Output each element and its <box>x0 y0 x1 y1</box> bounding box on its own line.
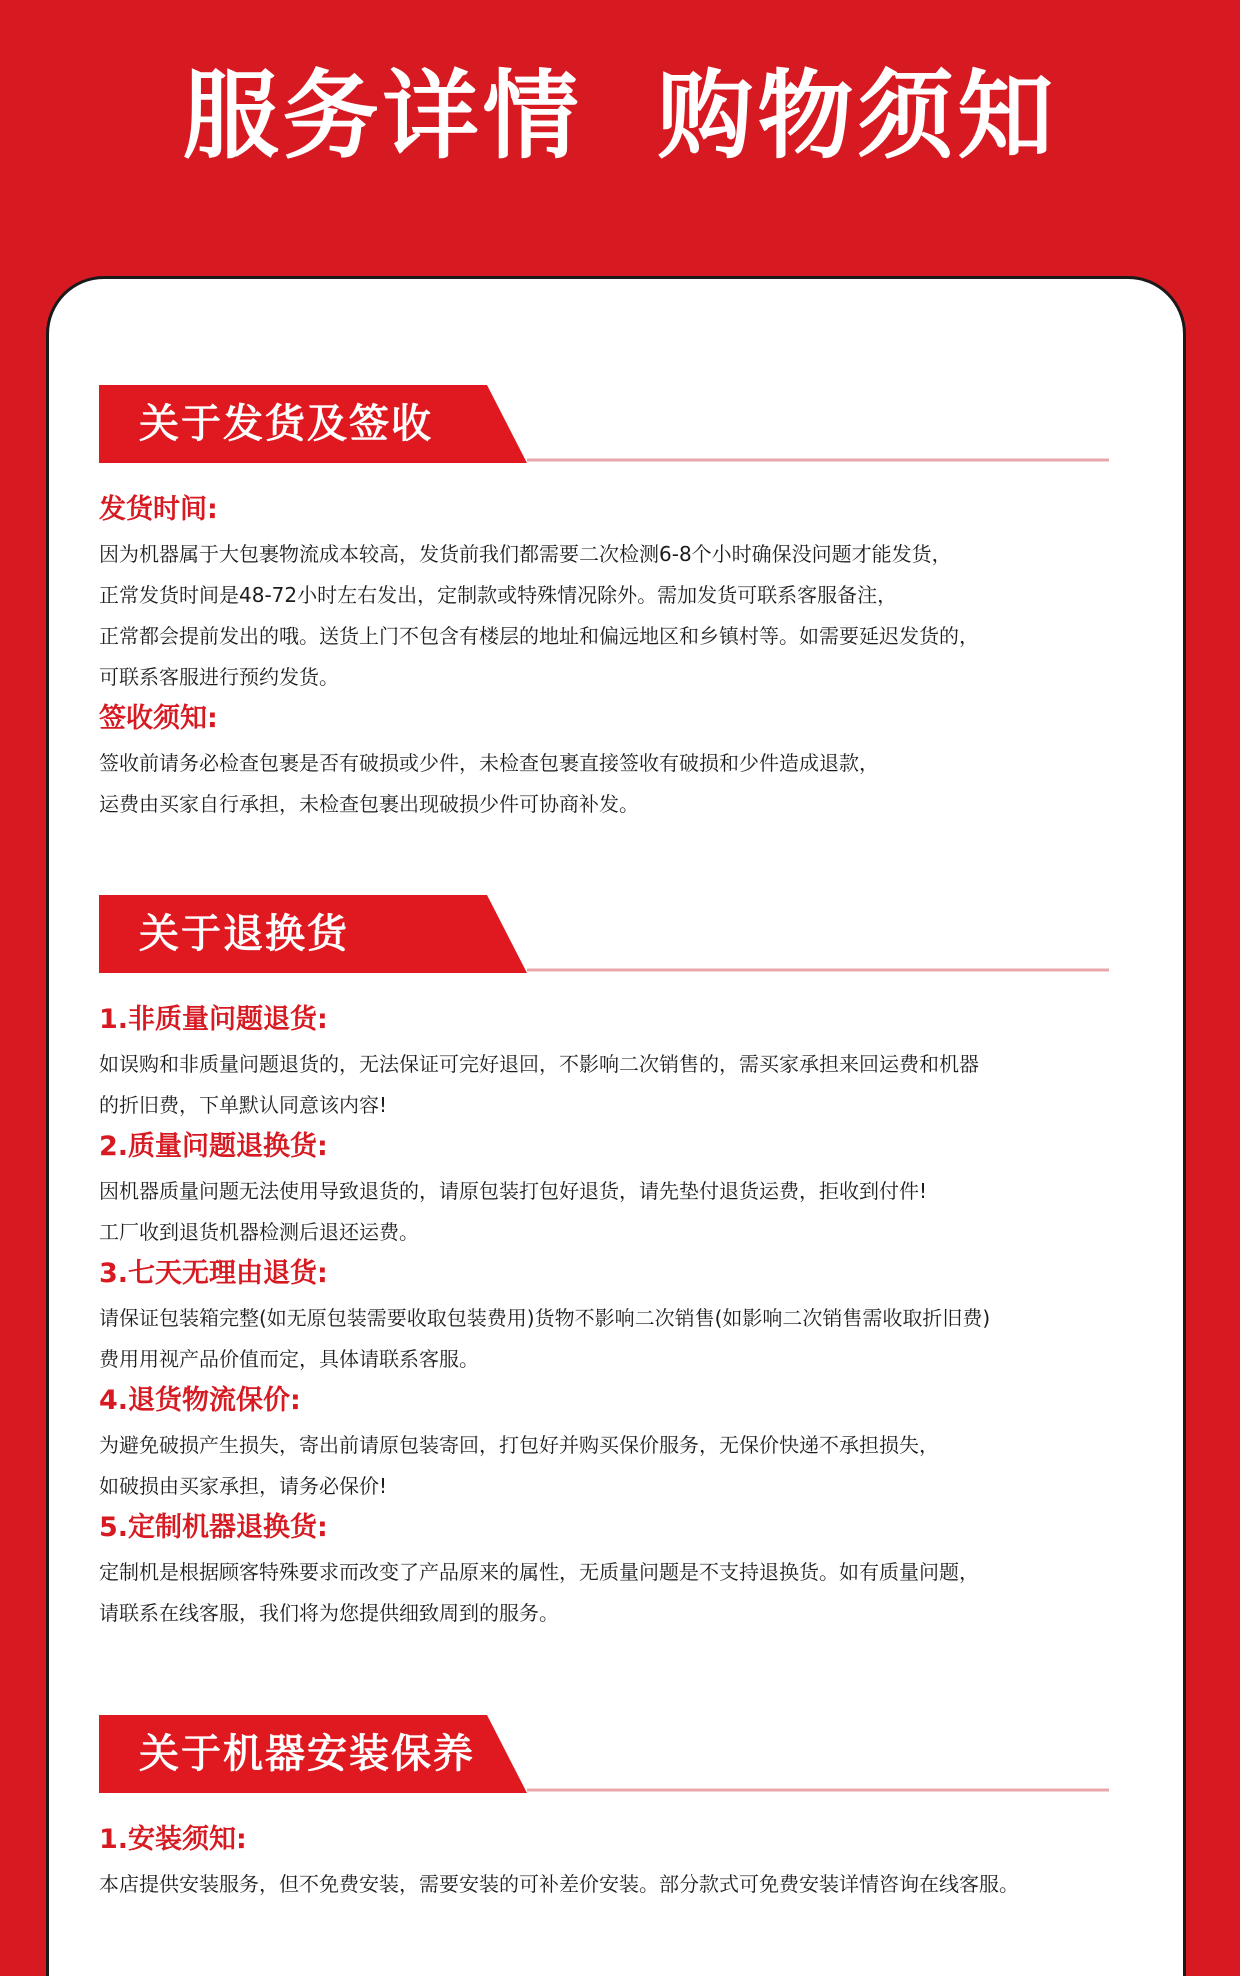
item-heading: 签收须知: <box>99 703 218 734</box>
text-line: 可联系客服进行预约发货。 <box>99 665 339 689</box>
content-card <box>46 276 1186 1976</box>
text-line: 费用用视产品价值而定，具体请联系客服。 <box>99 1347 479 1371</box>
text-line: 定制机是根据顾客特殊要求而改变了产品原来的属性，无质量问题是不支持退换货。如有质量问题， <box>99 1560 979 1584</box>
text-line: 如破损由买家承担，请务必保价! <box>99 1474 388 1498</box>
section-banner <box>99 1715 1119 1793</box>
item-paragraph <box>99 1044 1119 1126</box>
text-line: 运费由买家自行承担，未检查包裹出现破损少件可协商补发。 <box>99 792 639 816</box>
item-heading: 3.七天无理由退货: <box>99 1258 328 1289</box>
text-line: 因机器质量问题无法使用导致退货的，请原包装打包好退货，请先垫付退货运费，拒收到付件! <box>99 1179 928 1203</box>
section-banner <box>99 385 1119 463</box>
text-line: 如误购和非质量问题退货的，无法保证可完好退回，不影响二次销售的，需买家承担来回运费和机器 <box>99 1052 979 1076</box>
page-title: 服务详情 购物须知 <box>182 60 1058 172</box>
item-paragraph <box>99 1171 1119 1253</box>
section-banner <box>99 895 1119 973</box>
text-line: 签收前请务必检查包裹是否有破损或少件，未检查包裹直接签收有破损和少件造成退款， <box>99 751 879 775</box>
item-paragraph <box>99 743 1119 825</box>
text-line: 为避免破损产生损失，寄出前请原包装寄回，打包好并购买保价服务，无保价快递不承担损失， <box>99 1433 939 1457</box>
item-heading: 2.质量问题退换货: <box>99 1131 328 1162</box>
item-heading: 1.安装须知: <box>99 1824 247 1855</box>
text-line: 请保证包装箱完整(如无原包装需要收取包装费用)货物不影响二次销售(如影响二次销售需收取折旧费) <box>99 1306 991 1330</box>
item-paragraph <box>99 1298 1119 1380</box>
item-heading: 4.退货物流保价: <box>99 1385 301 1416</box>
item-paragraph <box>99 1552 1119 1634</box>
item-paragraph <box>99 1864 1119 1905</box>
text-line: 请联系在线客服，我们将为您提供细致周到的服务。 <box>99 1601 559 1625</box>
text-line: 的折旧费，下单默认同意该内容! <box>99 1093 388 1117</box>
item-heading: 5.定制机器退换货: <box>99 1512 328 1543</box>
text-line: 正常都会提前发出的哦。送货上门不包含有楼层的地址和偏远地区和乡镇村等。如需要延迟发货的， <box>99 624 979 648</box>
section-shipping <box>99 385 1119 825</box>
item-paragraph <box>99 1425 1119 1507</box>
section-title: 关于机器安装保养 <box>139 1731 475 1777</box>
section-installation <box>99 1715 1119 1905</box>
text-line: 正常发货时间是48-72小时左右发出，定制款或特殊情况除外。需加发货可联系客服备注， <box>99 583 898 607</box>
text-line: 工厂收到退货机器检测后退还运费。 <box>99 1220 419 1244</box>
item-heading: 1.非质量问题退货: <box>99 1004 328 1035</box>
text-line: 因为机器属于大包裹物流成本较高，发货前我们都需要二次检测6-8个小时确保没问题才能发货， <box>99 542 952 566</box>
item-heading: 发货时间: <box>99 494 218 525</box>
section-title: 关于发货及签收 <box>139 401 433 447</box>
section-title: 关于退换货 <box>139 911 349 957</box>
item-paragraph <box>99 534 1119 698</box>
text-line: 本店提供安装服务，但不免费安装，需要安装的可补差价安装。部分款式可免费安装详情咨询在线客服。 <box>99 1872 1019 1896</box>
section-returns <box>99 895 1119 1634</box>
